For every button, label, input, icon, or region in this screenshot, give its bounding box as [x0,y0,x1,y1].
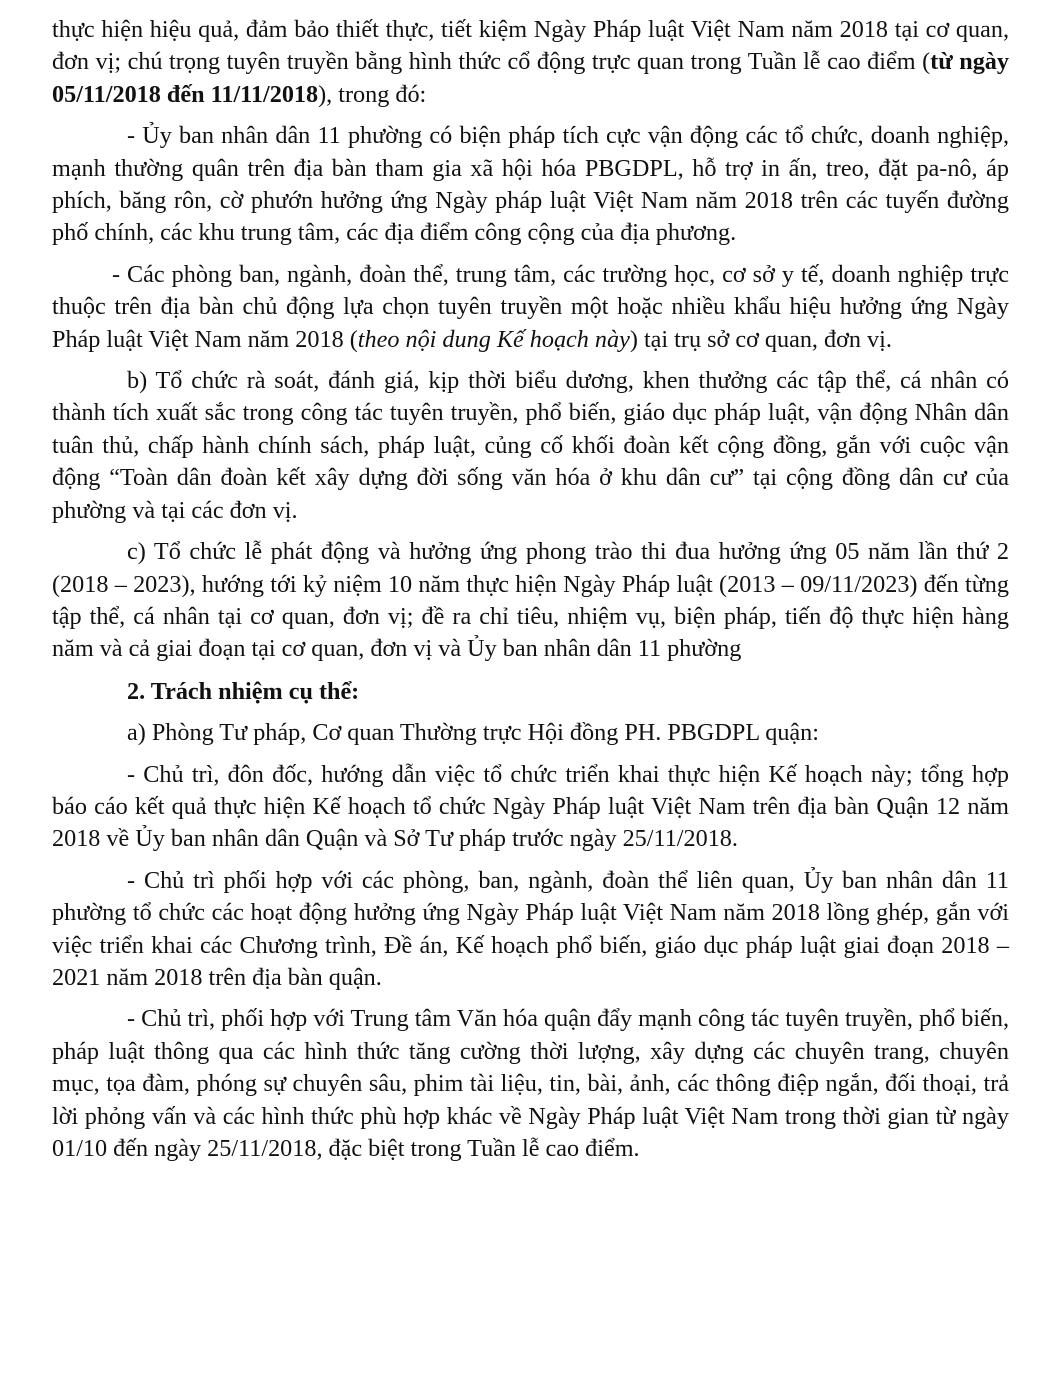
paragraph-departments [52,259,1009,356]
departments-italic-note: theo nội dung Kế hoạch này [357,325,630,353]
paragraph-lead-3: - Chủ trì, phối hợp với Trung tâm Văn hóa quận đẩy mạnh công tác tuyên truyền, phổ biến, pháp luật thông qua các hình thức tăng cường thời lượng, xây dựng các chuyên trang, chuyên mục, tọa đàm, phóng sự chuyên sâu, phim tài liệu, tin, bài, ảnh, các thông điệp ngắn, đối thoại, trả lời phỏng vấn và các hình thức phù hợp khác về Ngày Pháp luật Việt Nam trong thời gian từ ngày 01/10 đến ngày 25/11/2018, đặc biệt trong Tuần lễ cao điểm. [52,1005,1009,1162]
document-page [52,14,1009,1165]
paragraph-a-justice-office: a) Phòng Tư pháp, Cơ quan Thường trực Hội đồng PH. PBGDPL quận: [127,719,819,747]
departments-text-end: ) tại trụ sở cơ quan, đơn vị. [629,325,892,353]
departments-text: - Các phòng ban, ngành, đoàn thể, trung tâm, các trường học, cơ sở y tế, doanh nghiệp trực thuộc trên địa bàn chủ động lựa chọn tuyên truyền một hoặc nhiều khẩu hiệu hưởng ứng Ngày Pháp luật Việt Nam năm 2018 ( [52,260,1009,353]
paragraph-lead-2: - Chủ trì phối hợp với các phòng, ban, ngành, đoàn thể liên quan, Ủy ban nhân dân 11 phường tổ chức các hoạt động hưởng ứng Ngày Pháp luật Việt Nam năm 2018 lồng ghép, gắn với việc triển khai các Chương trình, Đề án, Kế hoạch phổ biến, giáo dục pháp luật giai đoạn 2018 – 2021 năm 2018 trên địa bàn quận. [52,866,1009,991]
paragraph-c-campaign: c) Tổ chức lễ phát động và hưởng ứng phong trào thi đua hưởng ứng 05 năm lần thứ 2 (2018 – 2023), hướng tới kỷ niệm 10 năm thực hiện Ngày Pháp luật (2013 – 09/11/2023) đến từng tập thể, cá nhân tại cơ quan, đơn vị; đề ra chỉ tiêu, nhiệm vụ, biện pháp, tiến độ thực hiện hàng năm và cả giai đoạn tại cơ quan, đơn vị và Ủy ban nhân dân 11 phường [52,538,1009,663]
intro-text: thực hiện hiệu quả, đảm bảo thiết thực, tiết kiệm Ngày Pháp luật Việt Nam năm 2018 tại cơ quan, đơn vị; chú trọng tuyên truyền bằng hình thức cổ động trực quan trong Tuần lễ cao điểm ( [52,16,1009,76]
section-heading-responsibilities: 2. Trách nhiệm cụ thể: [127,677,360,705]
paragraph-lead-1: - Chủ trì, đôn đốc, hướng dẫn việc tổ chức triển khai thực hiện Kế hoạch này; tổng hợp báo cáo kết quả thực hiện Kế hoạch tổ chức Ngày Pháp luật Việt Nam trên địa bàn Quận 12 năm 2018 về Ủy ban nhân dân Quận và Sở Tư pháp trước ngày 25/11/2018. [52,760,1009,853]
paragraph-ubnd-wards: - Ủy ban nhân dân 11 phường có biện pháp tích cực vận động các tổ chức, doanh nghiệp, mạnh thường quân trên địa bàn tham gia xã hội hóa PBGDPL, hỗ trợ in ấn, treo, đặt pa-nô, áp phích, băng rôn, cờ phướn hưởng ứng Ngày pháp luật Việt Nam năm 2018 trên các tuyến đường phố chính, các khu trung tâm, các địa điểm công cộng của địa phương. [52,122,1009,247]
intro-text-end: ), trong đó: [318,80,427,108]
intro-date-range: từ ngày 05/11/2018 đến 11/11/2018 [52,48,1009,108]
paragraph-b-review: b) Tổ chức rà soát, đánh giá, kịp thời biểu dương, khen thưởng các tập thể, cá nhân có thành tích xuất sắc trong công tác tuyên truyền, phổ biến, giáo dục pháp luật, vận động Nhân dân tuân thủ, chấp hành chính sách, pháp luật, củng cố khối đoàn kết cộng đồng, gắn với cuộc vận động “Toàn dân đoàn kết xây dựng đời sống văn hóa ở khu dân cư” tại cộng đồng dân cư của phường và tại các đơn vị. [52,367,1009,524]
intro-paragraph [52,14,1009,111]
